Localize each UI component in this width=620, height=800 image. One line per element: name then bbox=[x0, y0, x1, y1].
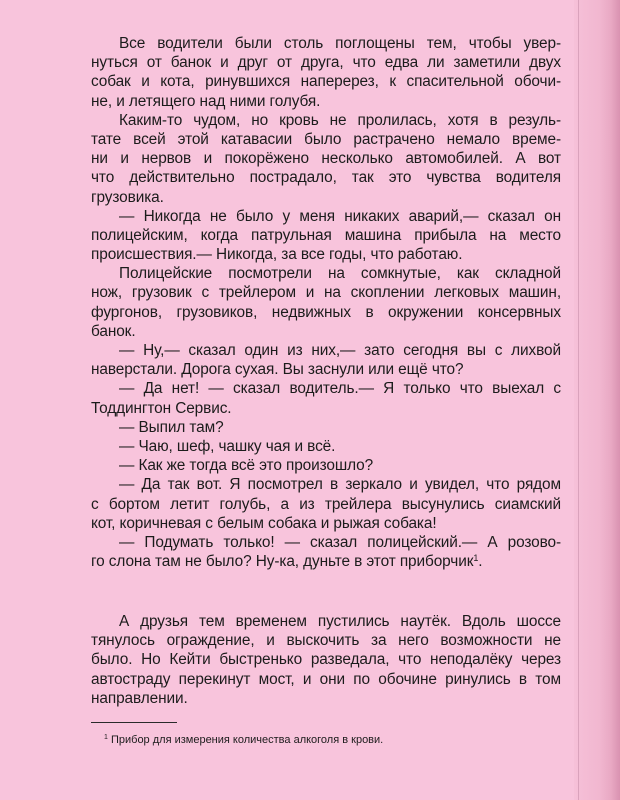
page-binding-edge bbox=[574, 0, 620, 800]
text-line: наверстали. Дорога сухая. Вы заснули или ещё что? bbox=[91, 361, 464, 379]
text-line: кот, коричневая с белым собака и рыжая собака! bbox=[91, 514, 437, 532]
text-line: что действительно пострадало, так это чувства водителя bbox=[91, 169, 561, 187]
text-line: было. Но Кейти быстренько разведала, что неподалёку через bbox=[91, 651, 561, 669]
text-line: ни и нервов и покорёжено несколько автомобилей. А вот bbox=[91, 150, 561, 168]
page-binding-line bbox=[578, 0, 579, 800]
text-fragment: го слона там не было? Ну-ка, дуньте в этот приборчик bbox=[91, 553, 474, 571]
section-text-block bbox=[91, 612, 561, 708]
text-line: с бортом летит голубь, а из трейлера высунулись сиамский bbox=[91, 495, 561, 513]
text-line: А друзья тем временем пустились наутёк. Вдоль шоссе bbox=[119, 613, 561, 630]
text-line: нож, грузовик с трейлером и на скоплении легковых машин, bbox=[91, 284, 561, 302]
text-line: — Никогда не было у меня никаких аварий,— сказал он bbox=[119, 207, 561, 225]
sentence-period: . bbox=[478, 553, 483, 571]
text-line: банок. bbox=[91, 322, 136, 340]
text-line: Все водители были столь поглощены тем, чтобы увер- bbox=[119, 35, 561, 52]
text-line: собак и кота, ринувшихся наперерез, к спасительной обочи- bbox=[91, 73, 561, 91]
text-line: — Выпил там? bbox=[119, 418, 224, 436]
text-line: тянулось ограждение, и выскочить за него возможности не bbox=[91, 632, 561, 650]
text-line-with-footnote bbox=[91, 552, 561, 571]
text-line: грузовика. bbox=[91, 188, 164, 206]
text-line: Полицейские посмотрели на сомкнутые, как складной bbox=[119, 265, 561, 283]
footnote-reference: 1 bbox=[473, 553, 479, 564]
text-line: нуться от банок и друг от друга, что едва ли заметили двух bbox=[91, 54, 561, 72]
footnote-mark: 1 bbox=[104, 734, 108, 741]
text-line: фургонов, грузовиков, недвижных в окружении консервных bbox=[91, 303, 561, 321]
text-line: Каким-то чудом, но кровь не пролилась, хотя в резуль- bbox=[119, 111, 561, 129]
text-line: автостраду перекинут мост, и они по обочине ринулись в том bbox=[91, 670, 561, 688]
text-line: — Да нет! — сказал водитель.— Я только что выехал с bbox=[119, 380, 561, 398]
footnote-text: Прибор для измерения количества алкоголя в крови. bbox=[110, 734, 384, 746]
text-line: полицейским, когда патрульная машина прибыла на место bbox=[91, 226, 561, 244]
text-line: происшествия.— Никогда, за все годы, что работаю. bbox=[91, 246, 463, 264]
text-line: направлении. bbox=[91, 689, 188, 707]
text-line: не, и летящего над ними голубя. bbox=[91, 92, 321, 110]
text-line: Тоддингтон Сервис. bbox=[91, 399, 232, 417]
text-line: — Да так вот. Я посмотрел в зеркало и увидел, что рядом bbox=[119, 476, 561, 494]
text-line: тате всей этой катавасии было растрачено немало време- bbox=[91, 130, 561, 148]
text-line: — Ну,— сказал один из них,— зато сегодня вы с лихвой bbox=[119, 342, 561, 359]
main-text-block bbox=[91, 34, 561, 571]
text-line: — Чаю, шеф, чашку чая и всё. bbox=[119, 437, 336, 455]
text-line: — Как же тогда всё это произошло? bbox=[119, 457, 374, 475]
text-line: — Подумать только! — сказал полицейский.— А розово- bbox=[119, 533, 561, 551]
footnote-separator bbox=[91, 722, 177, 723]
footnote bbox=[104, 733, 383, 747]
